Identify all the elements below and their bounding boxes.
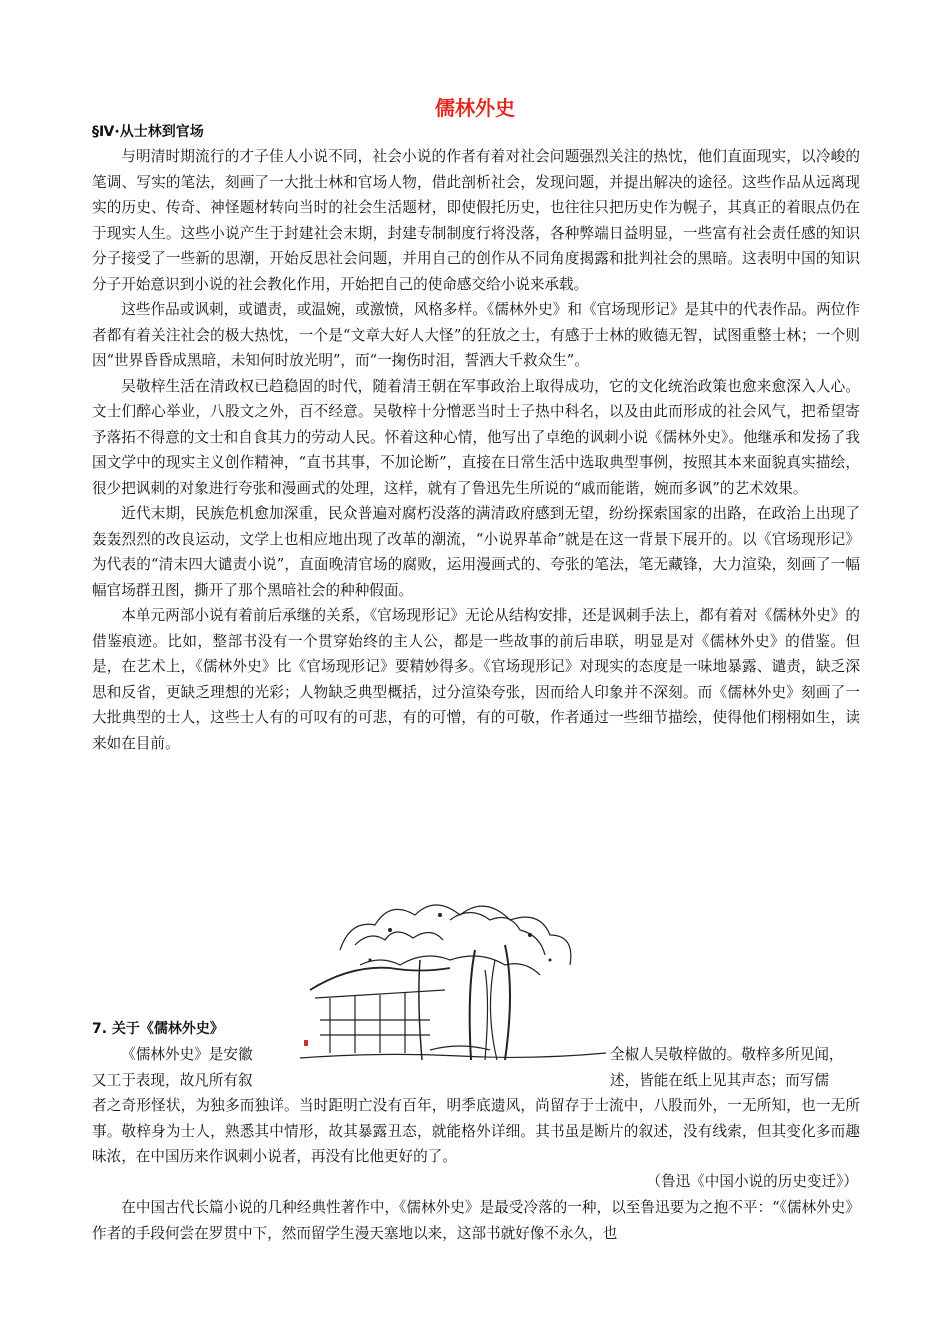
paragraph: 与明清时期流行的才子佳人小说不同，社会小说的作者有着对社会问题强烈关注的热忱，他们直面现实，以冷峻的笔调、写实的笔法，刻画了一大批士林和官场人物，借此剖析社会，发现问题，并提出解决的途径。这些作品从远离现实的历史、传奇、神怪题材转向当时的社会生活题材，即使假托历史，也往往只把历史作为幌子，其真正的着眼点仍在于现实人生。这些小说产生于封建社会末期，封建专制制度行将没落，各种弊端日益明显，一些富有社会责任感的知识分子接受了一些新的思潮，开始反思社会问题，并用自己的创作从不同角度揭露和批判社会的黑暗。这表明中国的知识分子开始意识到小说的社会教化作用，开始把自己的使命感交给小说来承载。 [92, 148, 860, 293]
quote-line: 全椒人吴敬梓做的。敬梓多所见闻， [610, 1046, 844, 1063]
section-heading: §Ⅳ·从士林到官场 [92, 124, 204, 140]
quote-right-column [610, 1042, 860, 1093]
quote-line: 又工于表现，故凡所有叙 [92, 1071, 253, 1089]
paragraph: 近代末期，民族危机愈加深重，民众普遍对腐朽没落的满清政府感到无望，纷纷探索国家的出路，在政治上出现了轰轰烈烈的改良运动，文学上也相应地出现了改革的潮流，“小说界革命”就是在这一背景下展开的。以《官场现形记》为代表的“清末四大谴责小说”，直面晚清官场的腐败，运用漫画式的、夸张的笔法，笔无藏锋，大力渲染，刻画了一幅幅官场群丑图，撕开了那个黑暗社会的种种假面。 [92, 505, 860, 599]
essay-body [92, 144, 860, 756]
final-section [92, 1195, 860, 1246]
quote-continuation [92, 1093, 860, 1170]
paragraph: 本单元两部小说有着前后承继的关系，《官场现形记》无论从结构安排，还是讽刺手法上，都有着对《儒林外史》的借鉴痕迹。比如，整部书没有一个贯穿始终的主人公，都是一些故事的前后串联，明显是对《儒林外史》的借鉴。但是，在艺术上，《儒林外史》比《官场现形记》要精妙得多。《官场现形记》对现实的态度是一味地暴露、谴责，缺乏深思和反省，更缺乏理想的光彩；人物缺乏典型概括，过分渲染夸张，因而给人印象并不深刻。而《儒林外史》刻画了一大批典型的士人，这些士人有的可叹有的可悲，有的可憎，有的可敬，作者通过一些细节描绘，使得他们栩栩如生，读来如在目前。 [92, 607, 860, 752]
paragraph: 吴敬梓生活在清政权已趋稳固的时代，随着清王朝在军事政治上取得成功，它的文化统治政策也愈来愈深入人心。文士们醉心举业，八股文之外，百不经意。吴敬梓十分憎恶当时士子热中科名，以及由此而形成的社会风气，把希望寄予落拓不得意的文士和自食其力的劳动人民。怀着这种心情，他写出了卓绝的讽刺小说《儒林外史》。他继承和发扬了我国文学中的现实主义创作精神，“直书其事，不加论断”，直接在日常生活中选取典型事例，按照其本来面貌真实描绘，很少把讽刺的对象进行夸张和漫画式的处理，这样，就有了鲁迅先生所说的“戚而能谐，婉而多讽”的艺术效果。 [92, 377, 860, 497]
quote-left-column [92, 1042, 302, 1093]
ink-sketch-illustration [300, 890, 606, 1068]
question-heading: 7. 关于《儒林外史》 [92, 1021, 224, 1037]
document-title: 儒林外史 [435, 96, 515, 120]
quote-text: 者之奇形怪状，为独多而独详。当时距明亡没有百年，明季底遗风，尚留存于士流中，八股而外，一无所知，也一无所事。敬梓身为士人，熟悉其中情形，故其暴露丑态，就能格外详细。其书虽是断片的叙述，没有线索，但其变化多而趣味浓，在中国历来作讽刺小说者，再没有比他更好的了。 [92, 1097, 860, 1165]
quote-line: 述，皆能在纸上见其声态；而写儒 [610, 1071, 829, 1089]
quote-citation: （鲁迅《中国小说的历史变迁》） [646, 1173, 858, 1190]
paragraph: 在中国古代长篇小说的几种经典性著作中，《儒林外史》是最受冷落的一种，以至鲁迅要为之抱不平：“《儒林外史》作者的手段何尝在罗贯中下，然而留学生漫天塞地以来，这部书就好像不永久，也 [92, 1199, 860, 1242]
paragraph: 这些作品或讽刺，或谴责，或温婉，或激愤，风格多样。《儒林外史》和《官场现形记》是其中的代表作品。两位作者都有着关注社会的极大热忱，一个是“文章大好人大怪”的狂放之士，有感于士林的败德无智，试图重整士林；一个则因“世界昏昏成黑暗，未知何时放光明”，而“一掬伤时泪，誓洒大千救众生”。 [92, 301, 860, 369]
quote-line: 《儒林外史》是安徽 [121, 1046, 253, 1063]
